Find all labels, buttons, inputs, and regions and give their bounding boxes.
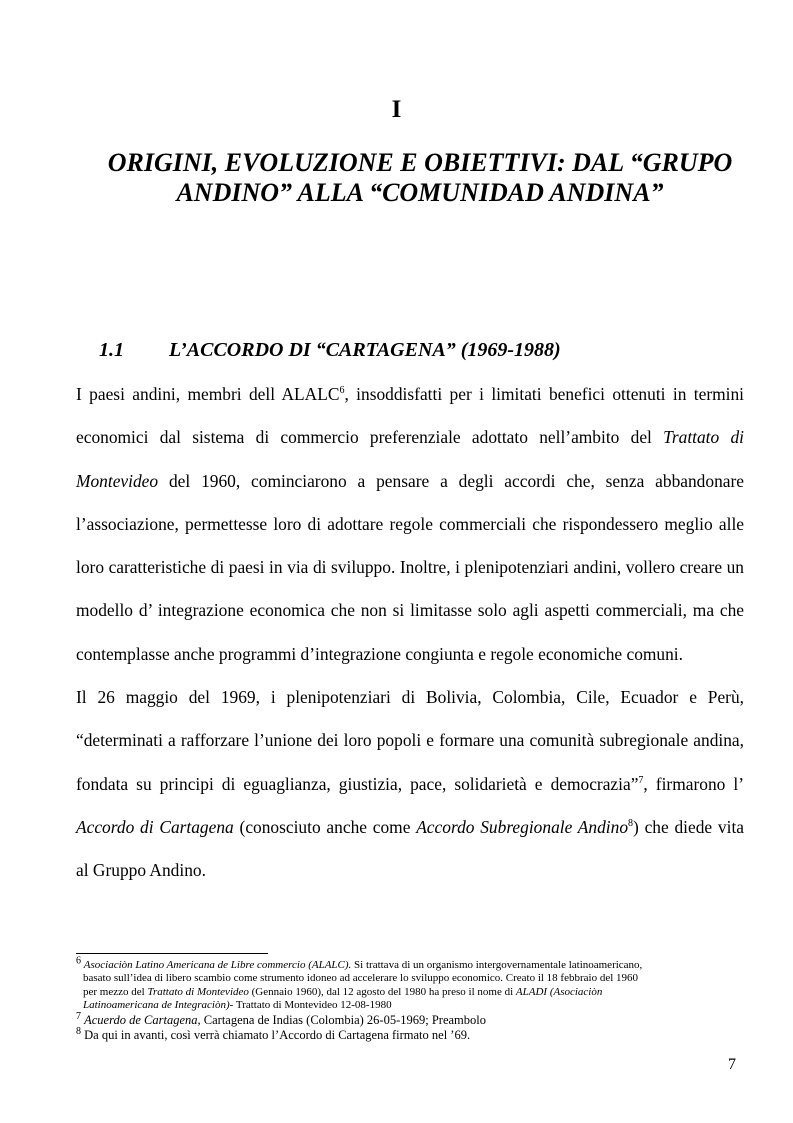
footnote-6 [76, 955, 756, 972]
paragraph-2-italic-subregional: Accordo Subregionale Andino [416, 816, 629, 837]
footnote-7-marker: 7 [76, 1010, 81, 1022]
body-text [76, 373, 744, 893]
footnote-7 [76, 1010, 756, 1028]
footnotes [76, 955, 756, 1043]
footnote-6-line-3-italic: Trattato di Montevideo [147, 985, 249, 998]
footnote-6-line-4-b: - Trattato di Montevideo 12-08-1980 [229, 999, 392, 1012]
paragraph-1-text-c: del 1960, cominciarono a pensare a degli accordi che, senza abbandonare l’associazione, permettesse loro di adottare regole commerciali che rispondessero meglio alle loro caratteristiche di paesi in via di sviluppo. Inoltre, i plenipotenziari andini, vollero creare un modello d’ integrazione economica che non si limitasse solo agli aspetti commerciali, ma che contemplasse anche programmi d’integrazione congiunta e regole economiche comuni. [76, 470, 744, 664]
footnote-7-text: Cartagena de Indias (Colombia) 26-05-1969; Preambolo [200, 1012, 487, 1027]
footnote-7-italic: Acuerdo de Cartagena, [84, 1012, 201, 1027]
footnote-6-line-3-a: per mezzo del [83, 985, 148, 998]
section-number: 1.1 [99, 339, 124, 361]
footnote-6-line-4 [76, 999, 756, 1012]
footnote-8 [76, 1025, 756, 1043]
paragraph-2 [76, 676, 744, 892]
paragraph-2-text-d: ) che diede vita al Gruppo Andino. [76, 816, 744, 881]
chapter-title-line-1: ORIGINI, EVOLUZIONE E OBIETTIVI: DAL “GRUPO [107, 148, 733, 177]
chapter-title [60, 148, 780, 208]
footnote-8-text: Da qui in avanti, così verrà chiamato l’Accordo di Cartagena firmato nel ’69. [81, 1027, 471, 1042]
footnote-6-text-1: Si trattava di un organismo intergovernamentale latinoamericano, [351, 959, 643, 971]
footnote-separator [76, 953, 268, 954]
paragraph-2-text-a: Il 26 maggio del 1969, i plenipotenziari di Bolivia, Colombia, Cile, Ecuador e Perù, “determinati a rafforzare l’unione dei loro popoli e formare una comunità subregionale andina, fondata su principi di eguaglianza, giustizia, pace, solidarietà e democrazia” [76, 687, 744, 794]
section-title: L’ACCORDO DI “CARTAGENA” (1969-1988) [169, 339, 561, 361]
footnote-6-line-2: basato sull’idea di libero scambio come strumento idoneo ad accelerare lo sviluppo economico. Creato il 18 febbraio del 1960 [83, 972, 639, 985]
chapter-number: I [391, 96, 402, 123]
footnote-6-italic: Asociaciòn Latino Americana de Libre commercio (ALALC). [83, 959, 352, 971]
paragraph-1-text-a: I paesi andini, membri dell ALALC [76, 384, 340, 404]
paragraph-1-italic-treaty: Trattato di Montevideo [76, 427, 744, 491]
paragraph-2-italic-accordo: Accordo di Cartagena [76, 816, 234, 837]
footnote-ref-6[interactable]: 6 [339, 385, 345, 397]
footnote-6-line-3 [76, 986, 756, 999]
page-number: 7 [728, 1056, 736, 1073]
footnote-ref-7[interactable]: 7 [638, 774, 644, 786]
paragraph-2-text-c: (conosciuto anche come [233, 816, 417, 837]
paragraph-1-text-b: , insoddisfatti per i limitati benefici ottenuti in termini economici dal sistema di commercio preferenziale adottato nell’ambito del [76, 384, 745, 448]
paragraph-2-text-b: , firmarono l’ [643, 773, 745, 794]
footnote-6-line-3-b: (Gennaio 1960), dal 12 agosto del 1980 ha preso il nome di [248, 985, 516, 998]
section-heading [99, 339, 561, 362]
footnote-6-marker: 6 [76, 955, 81, 967]
footnote-8-marker: 8 [76, 1025, 81, 1037]
chapter-title-line-2: ANDINO” ALLA “COMUNIDAD ANDINA” [176, 178, 664, 207]
footnote-ref-8[interactable]: 8 [628, 818, 634, 830]
footnote-6-line-3-italic-2: ALADI (Asociaciòn [515, 985, 603, 998]
footnote-6-line-4-italic: Latinoamericana de Integraciòn) [83, 999, 230, 1012]
paragraph-1 [76, 373, 744, 676]
